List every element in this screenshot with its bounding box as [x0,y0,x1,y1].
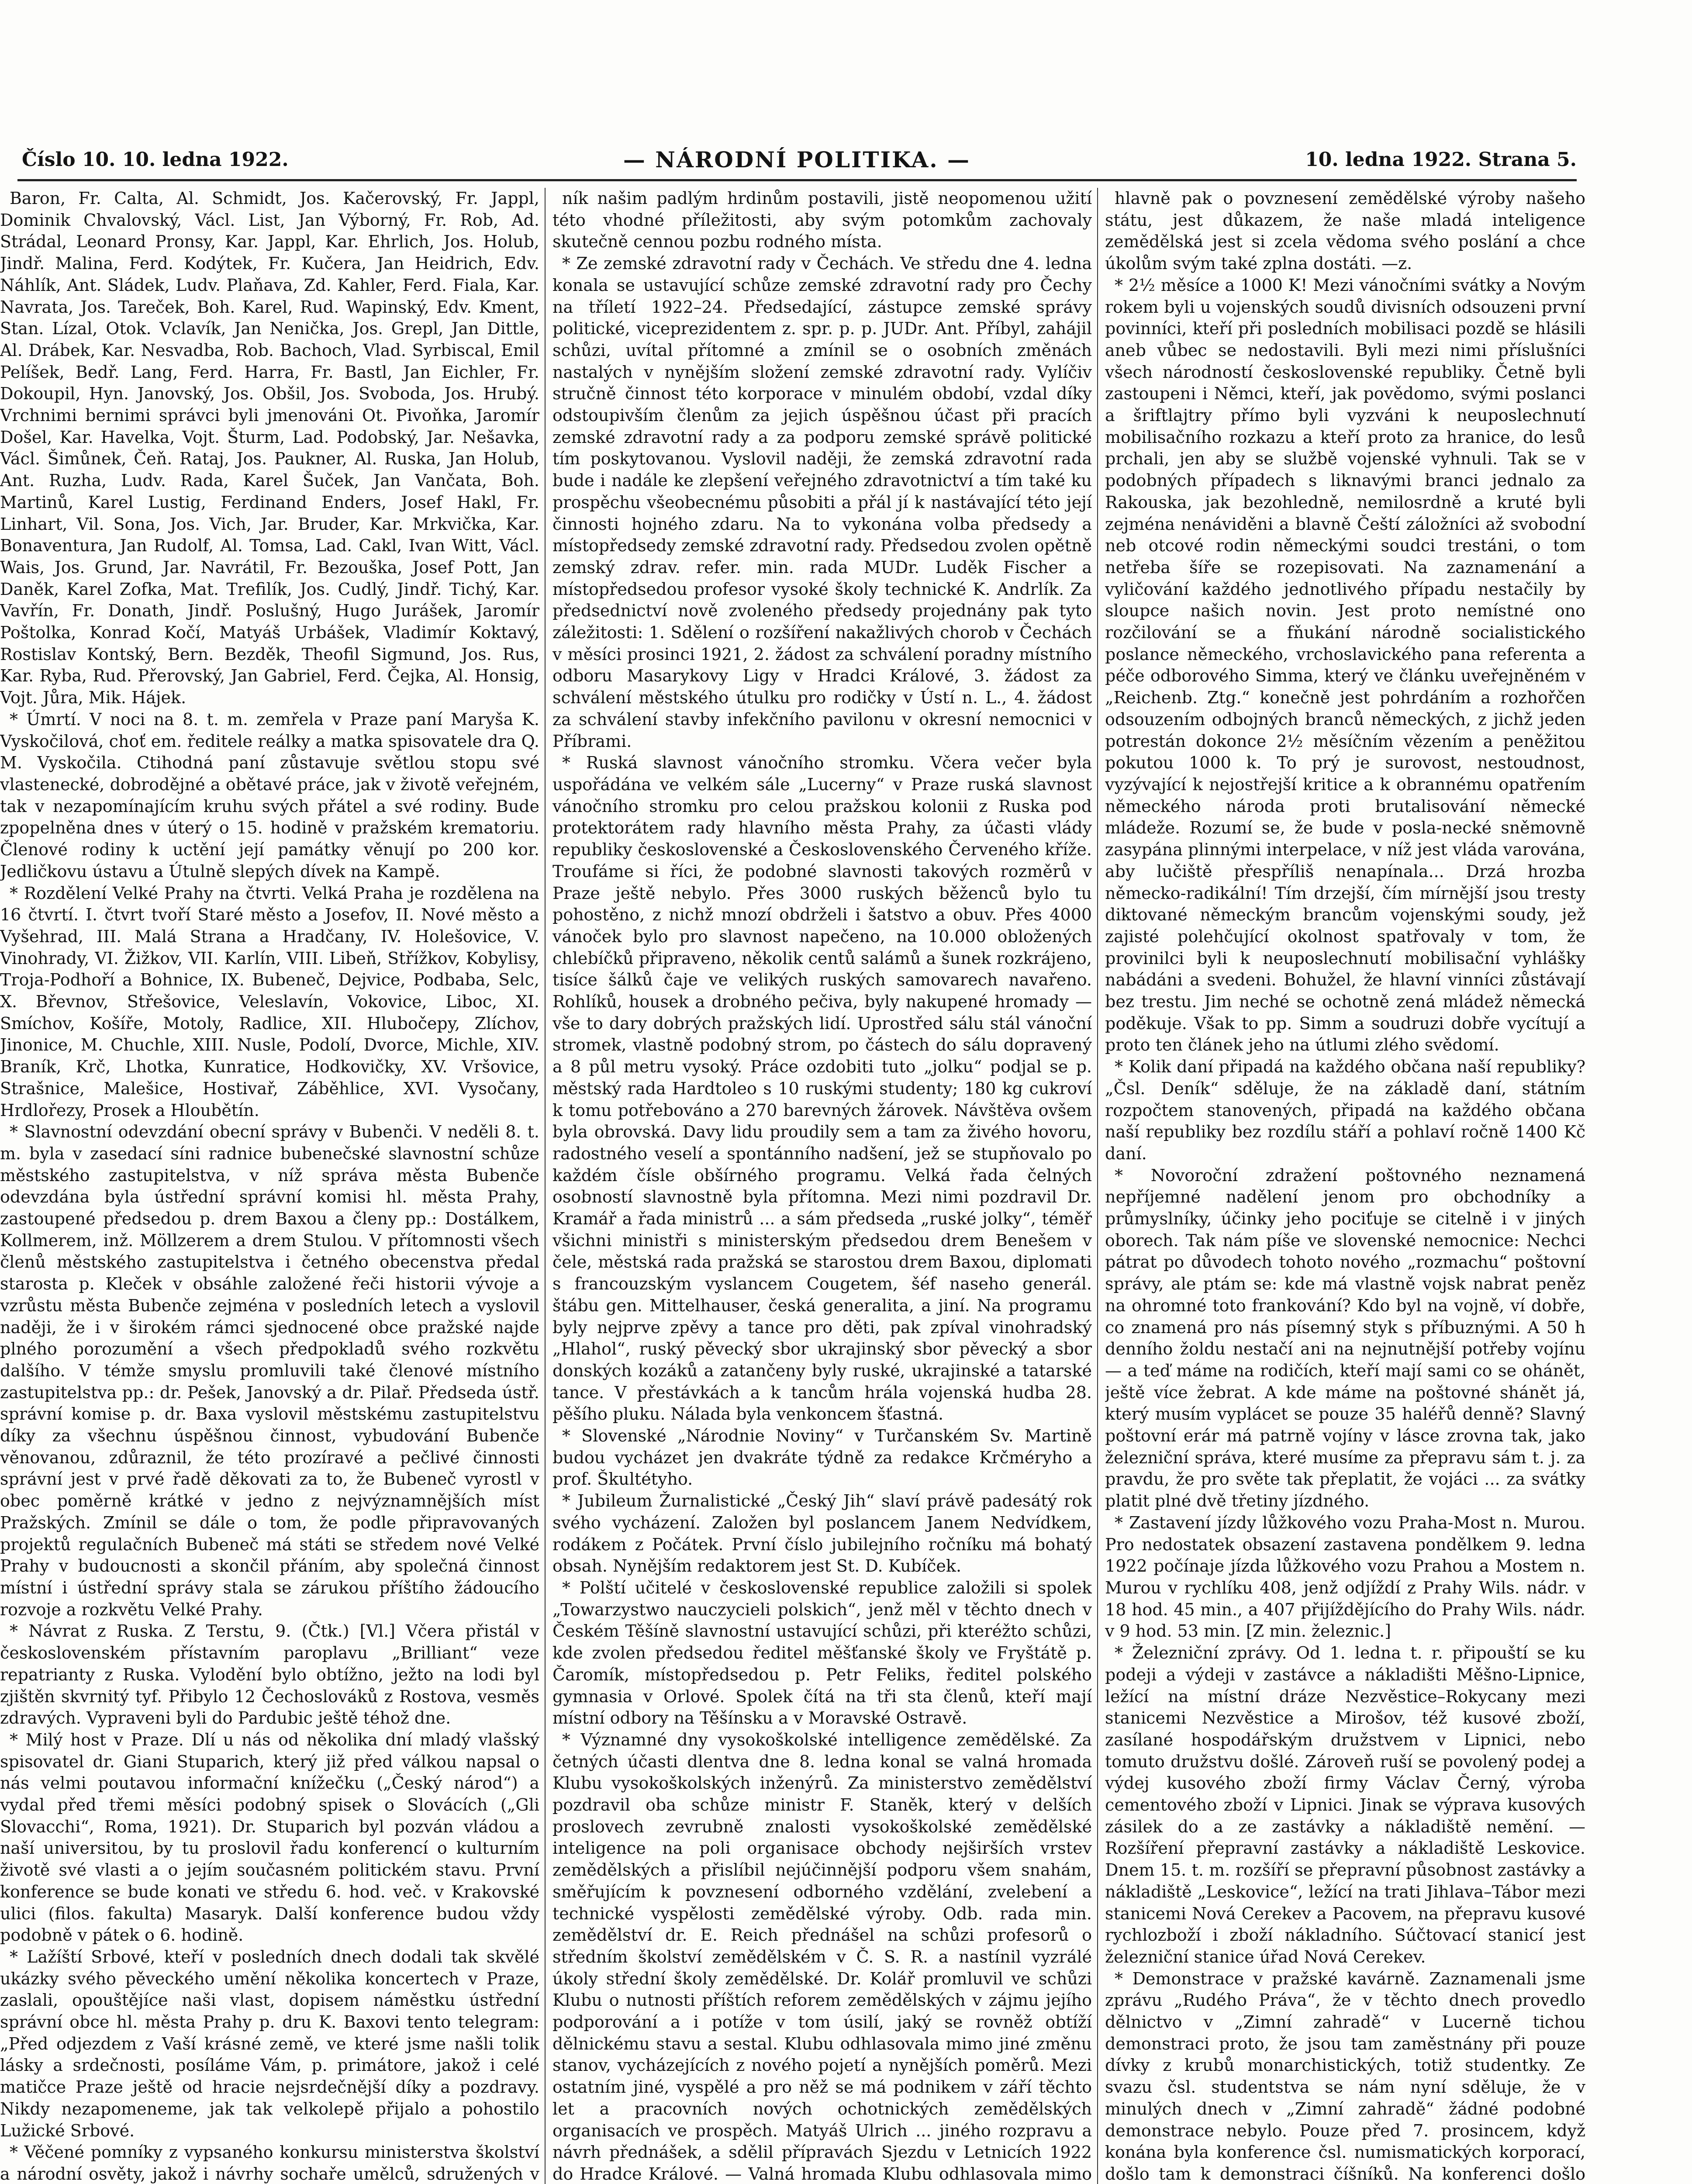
date-page-right: 10. ledna 1922. Strana 5. [1305,148,1577,171]
article: * Úmrtí. V noci na 8. t. m. zemřela v Praze paní Maryša K. Vyskočilová, choť em. ředitele reálky a matka spisovatele dra Q. M. Vyskočila. Ctihodná paní zůstavuje světlou stopu své vlastenecké, dobrodějné a obětavé práce, jak v životě veřejném, tak v nezapomínajícím kruhu svých přátel a své rodiny. Bude zpopelněna dnes v úterý o 15. hodině v pražském krematoriu. Členové rodiny k uctění její památky věnují po 200 kor. Jedličkovu ústavu a Útulně slepých dívek na Kampě. [0,709,539,881]
column-2 [552,188,1092,2184]
article: * 2½ měsíce a 1000 K! Mezi vánočními svátky a Novým rokem byli u vojenských soudů divisních odsouzeni první povinníci, kteří při posledních mobilisaci pozdě se hlásili aneb vůbec se nedostavili. Byli mezi nimi příslušníci všech národností československé republiky. Četně byli zastoupeni i Němci, kteří, jak povědomo, svými poslanci a šriftlajtry přímo byli vyzváni k neuposlechnutí mobilisačního rozkazu a kteří proto za hranice, do lesů prchali, jen aby se službě vojenské vyhnuli. Tak se v podobných případech s liknavými branci jednalo za Rakouska, jak bezohledně, nemilosrdně a kruté byli zejména nenáviděni a blavně Čeští záložníci až svobodní neb otcové rodin německými soudci trestáni, o tom netřeba šíře se rozepisovati. Na zaznamenání a vyličování každého jednotlivého případu nestačily by sloupce našich novin. Jest proto nemístné ono rozčilování se a fňukání národně socialistického poslance německého, vrchoslavického pana referenta a péče odborového Simma, který ve článku uveřejněném v „Reichenb. Ztg.“ konečně jest pohrdáním a rozhořčen odsouzením odbojných branců německých, z jichž jeden potrestán dokonce 2½ měsíčním vězením a peněžitou pokutou 1000 k. To prý je surovost, nestoudnost, vyzývající k nejostřejší kritice a k obrannému opatřením německého národa proti brutalisování německé mládeže. Rozumí se, že bude v posla-necké sněmovně zasypána plinnými interpelace, v níž jest vláda varována, aby lučiště přespříliš nenapínala... Drzá hrozba německo-radikální! Tím drzejší, čím mírnější jsou tresty diktované německým brancům vojenskými soudy, jež zajisté polehčující okolnost spatřovaly v tom, že provinilci byli k neuposlechnutí mobilisační vyhlášky nabádáni a svedeni. Bohužel, že hlavní vinníci zůstávají bez trestu. Jim neché se ochotně zená mládež německá poděkuje. Však to pp. Simm a soudruzi dobře vycítují a proto ten článek jeho na útlumi zlého svědomí. [1105,275,1585,1055]
article: * Ze zemské zdravotní rady v Čechách. Ve středu dne 4. ledna konala se ustavující schůze zemské zdravotní rady pro Čechy na tříletí 1922–24. Předsedající, zástupce zemské správy politické, viceprezidentem z. spr. p. p. JUDr. Ant. Příbyl, zahájil schůzi, uvítal přítomné a zmínil se o osobních změnách nastalých v nynějším složení zemské zdravotní rady. Vylíčiv stručně činnost této korporace v minulém období, vzdal díky odstoupivším členům za jejich úspěšnou účast při pracích zemské zdravotní rady a za podporu zemské správě politické tím poskytovanou. Vyslovil naději, že zemská zdravotní rada bude i nadále ke zlepšení veřejného zdravotnictví a tím také ku prospěchu všeobecnému působiti a přál jí k nastávající této její činnosti hojného zdaru. Na to vykonána volba předsedy a místopředsedy zemské zdravotní rady. Předsedou zvolen opětně zemský zdrav. refer. min. rada MUDr. Luděk Fischer a místopředsedou profesor vysoké školy technické K. Andrlík. Za předsednictví nově zvoleného předsedy projednány pak tyto záležitosti: 1. Sdělení o rozšíření nakažlivých chorob v Čechách v měsíci prosinci 1921, 2. žádost za schválení poradny místního odboru Masarykovy Ligy v Hradci Králové, 3. žádost za schválení městského útulku pro rodičky v Ústí n. L., 4. žádost za schválení stavby infekčního pavilonu v okresní nemocnici v Příbrami. [552,254,1092,751]
column-3 [1105,188,1585,2184]
column-divider [1097,188,1098,2184]
article: * Slavnostní odevzdání obecní správy v Bubenči. V neděli 8. t. m. byla v zasedací síni radnice bubenečské slavnostní schůze městského zastupitelstva, v níž správa města Bubenče odevzdána byla ústřední správní komisi hl. města Prahy, zastoupené předsedou p. drem Baxou a členy pp.: Dostálkem, Kollmerem, inž. Möllzerem a drem Stulou. V přítomnosti všech členů městského zastupitelstva i četného obecenstva předal starosta p. Kleček v obsáhle založené řeči historii vývoje a vzrůstu města Bubenče zejména v posledních letech a vyslovil naději, že i v širokém rámci sjednocené obce pražské najde plného porozumění a všech předpokladů svého rozkvětu dalšího. V témže smyslu promluvili také členové místního zastupitelstva pp.: dr. Pešek, Janovský a dr. Pilař. Předseda ústř. správní komise p. dr. Baxa vyslovil městskému zastupitelstvu díky za všechnu úspěšnou činnost, vybudování Bubenče věnovanou, zdůraznil, že této prozíravé a pečlivé činnosti správní jest v prvé řadě děkovati za to, že Bubeneč vyrostl v obec poměrně krátké v jedno z nejvýznamnějších míst Pražských. Zmínil se dále o tom, že podle připravovaných projektů regulačních Bubeneč má státi se středem nové Velké Prahy v budoucnosti a skončil přáním, aby společná činnost místní i ústřední správy stala se zárukou příštího žádoucího rozvoje a rozkvětu Velké Prahy. [0,1122,539,1619]
article: * Návrat z Ruska. Z Terstu, 9. (Čtk.) [Vl.] Včera přistál v československém přístavním paroplavu „Brilliant“ veze repatrianty z Ruska. Vylodění bylo obtížno, ježto na lodi byl zjištěn skvrnitý tyf. Přibylo 12 Čechoslováků z Rostova, vesměs zdravých. Vypraveni byli do Pardubic ještě téhož dne. [0,1621,539,1728]
header-rule [17,179,1577,181]
article: * Rozdělení Velké Prahy na čtvrti. Velká Praha je rozdělena na 16 čtvrtí. I. čtvrt tvoří Staré město a Josefov, II. Nové město a Vyšehrad, III. Malá Strana a Hradčany, IV. Holešovice, V. Vinohrady, VI. Žižkov, VII. Karlín, VIII. Libeň, Střížkov, Kobylisy, Troja-Podhoří a Bohnice, IX. Bubeneč, Dejvice, Podbaba, Selc, X. Břevnov, Střešovice, Veleslavín, Vokovice, Liboc, XI. Smíchov, Košíře, Motoly, Radlice, XII. Hlubočepy, Zlíchov, Jinonice, M. Chuchle, XIII. Nusle, Podolí, Dvorce, Michle, XIV. Braník, Krč, Lhotka, Kunratice, Hodkovičky, XV. Vršovice, Strašnice, Malešice, Hostivař, Záběhlice, XVI. Vysočany, Hrdlořezy, Prosek a Hloubětín. [0,883,539,1120]
issue-date-left: Číslo 10. 10. ledna 1922. [22,148,289,171]
newspaper-title: — NÁRODNÍ POLITIKA. — [623,146,971,173]
article: hlavně pak o povznesení zemědělské výroby našeho státu, jest důkazem, že naše mladá inteligence zemědělská jest si zcela vědoma svého poslání a chce úkolům svým také zplna dostáti. —z. [1105,189,1585,273]
article: ník našim padlým hrdinům postavili, jistě neopomenou užití této vhodné příležitosti, aby svým potomkům zachovaly skutečně cennou pozbu rodného místa. [552,189,1092,252]
article: * Slovenské „Národnie Noviny“ v Turčanském Sv. Martině budou vycházet jen dvakráte týdně za redakce Krčméryho a prof. Škultétyho. [552,1426,1092,1489]
article: Baron, Fr. Calta, Al. Schmidt, Jos. Kačerovský, Fr. Jappl, Dominik Chvalovský, Václ. List, Jan Výborný, Fr. Rob, Ad. Strádal, Leonard Pronsy, Kar. Jappl, Kar. Ehrlich, Jos. Holub, Jindř. Malina, Ferd. Kodýtek, Fr. Kučera, Jan Heidrich, Edv. Náhlík, Ant. Sládek, Ludv. Plaňava, Zd. Kahler, Ferd. Fiala, Kar. Navrata, Jos. Tareček, Boh. Karel, Rud. Wapinský, Edv. Kment, Stan. Lízal, Otok. Vclavík, Jan Nenička, Jos. Grepl, Jan Dittle, Al. Drábek, Kar. Nesvadba, Rob. Bachoch, Vlad. Syrbiscal, Emil Pelíšek, Bedř. Lang, Ferd. Harra, Fr. Bastl, Jan Eichler, Fr. Dokoupil, Hyn. Janovský, Jos. Obšil, Jos. Svoboda, Jos. Hrubý. Vrchnimi bernimi správci byli jmenováni Ot. Pivoňka, Jaromír Došel, Kar. Havelka, Vojt. Šturm, Lad. Podobský, Jar. Nešavka, Václ. Šimůnek, Čeň. Rataj, Jos. Paukner, Al. Ruska, Jan Holub, Ant. Ruzha, Ludv. Rada, Karel Šuček, Jan Vančata, Boh. Martinů, Karel Lustig, Ferdinand Enders, Josef Hakl, Fr. Linhart, Vil. Sona, Jos. Vich, Jar. Bruder, Kar. Mrkvička, Kar. Bonaventura, Jan Rudolf, Al. Tomsa, Lad. Cakl, Ivan Witt, Václ. Wais, Jos. Grund, Jar. Navrátil, Fr. Bezouška, Josef Pott, Jan Daněk, Karel Zofka, Mat. Trefilík, Jos. Cudlý, Jindř. Tichý, Kar. Vavřín, Fr. Donath, Jindř. Poslušný, Hugo Jurášek, Jaromír Poštolka, Konrad Kočí, Matyáš Urbášek, Vladimír Koktavý, Rostislav Kontský, Bern. Bezděk, Theofil Sigmund, Jos. Rus, Kar. Ryba, Rud. Přerovský, Jan Gabriel, Ferd. Čejka, Al. Honsig, Vojt. Jůra, Mik. Hájek. [0,189,539,708]
article: * Milý host v Praze. Dlí u nás od několika dní mladý vlašský spisovatel dr. Giani Stuparich, který již před válkou napsal o nás velmi poutavou informační knížečku („Český národ“) a vydal před třemi měsíci podobný spisek o Slovácích („Gli Slovacchi“, Roma, 1921). Dr. Stuparich byl pozván vládou a naší universitou, by tu proslovil řadu konferencí o kulturním životě své vlasti a o jejím současném politickém stavu. První konference se bude konati ve středu 6. hod. več. v Krakovské ulici (filos. fakulta) Masaryk. Další konference budou vždy podobně v pátek o 6. hodině. [0,1730,539,1945]
article: * Věčené pomníky z vypsaného konkursu ministerstva školství a národní osvěty, jakož i návrhy sochaře umělců, sdružených v [0,2143,539,2184]
article: * Jubileum Žurnalistické „Český Jih“ slaví právě padesátý rok svého vycházení. Založen byl poslancem Janem Nedvídkem, rodákem z Počátek. První číslo jubilejního ročníku má bohatý obsah. Nynějším redaktorem jest St. D. Kubíček. [552,1491,1092,1576]
article: * Demonstrace v pražské kavárně. Zaznamenali jsme zprávu „Rudého Práva“, že v těchto dnech provedlo dělnictvo v „Zimní zahradě“ v Lucerně tichou demonstraci proto, že jsou tam zaměstnány při pouze dívky z krubů monarchistických, totiž studentky. Ze svazu čsl. studentstva se nám nyní sděluje, že v minulých dnech v „Zimní zahradě“ žádné podobné demonstrace nebylo. Pouze před 7. prosincem, když konána byla konference čsl. numismatických korporací, došlo tam k demonstraci číšníků. Na konferenci došlo [1105,1969,1585,2184]
column-1 [0,188,539,2184]
article: * Kolik daní připadá na každého občana naší republiky? „Čsl. Deník“ sděluje, že na základě daní, státním rozpočtem stanovených, připadá na každého občana naší republiky bez rozdílu stáří a pohlaví ročně 1400 Kč daní. [1105,1057,1585,1163]
column-divider [545,188,546,2184]
page-header [22,144,1577,175]
article: * Novoroční zdražení poštovného neznamená nepříjemné nadělení jenom pro obchodníky a průmyslníky, účinky jeho pociťuje se citelně i v jiných oborech. Tak nám píše ve slovenské nemocnice: Nechci pátrat po důvodech tohoto nového „rozmachu“ poštovní správy, ale ptám se: kde má vlastně vojsk nabrat peněz na ohromné toto frankování? Kdo byl na vojně, ví dobře, co znamená pro nás písemný styk s příbuznými. A 50 h denního žoldu nestačí ani na nejnutnější potřeby vojínu — a teď máme na rodičích, kteří mají sami co se ohánět, ještě více žebrat. A kde máme na poštovné shánět já, který musím vyplácet se pouze 35 haléřů denně? Slavný poštovní erár má patrně vojíny v lásce zrovna tak, jako železniční správa, které musíme za přepravu sám t. j. za pravdu, že pro světe tak přeplatit, že vojáci ... za svátky platit plné dvě třetiny jízdného. [1105,1165,1585,1511]
article: * Významné dny vysokoškolské intelligence zemědělské. Za četných účasti dlentva dne 8. ledna konal se valná hromada Klubu vysokoškolských inženýrů. Za ministerstvo zemědělství pozdravil oba schůze ministr F. Staněk, který v delších proslovech zevrubně znalosti vysokoškolské zemědělské inteligence na poli organisace obchody nejširších vrstev zemědělských a přislíbil nejúčinnější podporu všem snahám, směřujícím k povznesení odborného vzdělání, zvelebení a technické vyspělosti zemědělské výroby. Odb. rada min. zemědělství dr. E. Reich přednášel na schůzi profesorů o středním školství zemědělském v Č. S. R. a nastínil vyzrálé úkoly střední školy zemědělské. Dr. Kolář promluvil ve schůzi Klubu o nutnosti příštích reforem zemědělských v zájmu jejího podporování a i potíže v tom úsilí, jaký se rovněž obtíží dělnickému stavu a sestal. Klubu odhlasovala mimo jiné změnu stanov, vycházejících z nového pojetí a nynějších poměrů. Mezi ostatním jiné, vyspělé a pro něž se má podnikem v září těchto let a pracovních nových ochotnických zemědělských organisacích ve prospěch. Matyáš Ulrich ... jiného rozpravu a návrh přednášek, a sdělil přípravách Sjezdu v Letnicích 1922 do Hradce Králové. — Valná hromada Klubu odhlasovala mimo [552,1730,1092,2184]
article: * Zastavení jízdy lůžkového vozu Praha-Most n. Murou. Pro nedostatek obsazení zastavena pondělkem 9. ledna 1922 počínaje jízda lůžkového vozu Prahou a Mostem n. Murou v rychlíku 408, jenž odjíždí z Prahy Wils. nádr. v 18 hod. 45 min., a 407 přijíždějícího do Prahy Wils. nádr. v 9 hod. 53 min. [Z min. železnic.] [1105,1513,1585,1641]
article: * Polští učitelé v československé republice založili si spolek „Towarzystwo nauczycieli polskich“, jenž měl v těchto dnech v Českém Těšíně slavnostní ustavující schůzi, při kteréžto schůzi, kde zvolen předsedou ředitel měšťanské školy ve Fryštátě p. Čaromík, místopředsedou p. Petr Feliks, ředitel polského gymnasia v Orlové. Spolek čítá na tři sta členů, kteří mají místní odbory na Těšínsku a v Moravské Ostravě. [552,1578,1092,1728]
article: * Ruská slavnost vánočního stromku. Včera večer byla uspořádána ve velkém sále „Lucerny“ v Praze ruská slavnost vánočního stromku pro celou pražskou kolonii z Ruska pod protektorátem rady hlavního města Prahy, za účasti vlády republiky československé a Československého Červeného kříže. Troufáme si říci, že podobné slavnosti takových rozměrů v Praze ještě nebylo. Přes 3000 ruských běženců bylo tu pohostěno, z nichž mnozí obdrželi i šatstvo a obuv. Přes 4000 vánoček bylo pro slavnost napečeno, na 10.000 obložených chlebíčků připraveno, několik centů salámů a šunek rozkrájeno, tisíce šálků čaje ve velikých ruských samovarech navařeno. Rohlíků, housek a drobného pečiva, byly nakupené hromady — vše to dary dobrých pražských lidí. Uprostřed sálu stál vánoční stromek, vlastně podobný strom, po částech do sálu dopravený a 8 půl metru vysoký. Práce ozdobiti tuto „jolku“ podjal se p. městský rada Hardtoleo s 10 ruskými studenty; 180 kg cukroví k tomu potřebováno a 270 barevných žárovek. Návštěva ovšem byla obrovská. Davy lidu proudily sem a tam za živého hovoru, radostného veselí a spontánního nadšení, jež se stupňovalo po každém čísle obšírného programu. Velká řada čelných osobností slavnostně byla přítomna. Mezi nimi pozdravil Dr. Kramář a řada ministrů ... a sám předseda „ruské jolky“, téměř všichni ministři s ministerským předsedou drem Benešem v čele, městská rada pražská se starostou drem Baxou, diplomati s francouzským vyslancem Cougetem, šéf naseho generál. štábu gen. Mittelhauser, česká generalita, a jiní. Na programu byly nejprve zpěvy a tance pro děti, pak zpíval vinohradský „Hlahol“, ruský pěvecký sbor ukrajinský sbor pěvecký a sbor donských kozáků a zatančeny byly ruské, ukrajinské a tatarské tance. V přestávkách a k tancům hrála vojenská hudba 28. pěšího pluku. Nálada byla venkoncem šťastná. [552,753,1092,1424]
article: * Lažíští Srbové, kteří v posledních dnech dodali tak skvělé ukázky svého pěveckého umění několika koncertech v Praze, zaslali, opouštějíce naši vlast, dopisem náměstku ústřední správní obce hl. města Prahy p. dru K. Baxovi tento telegram: „Před odjezdem z Vaší krásné země, ve které jsme našli tolik lásky a srdečnosti, posíláme Vám, p. primátore, jakož i celé matičce Praze ještě od hracie nejsrdečnější díky a pozdravy. Nikdy nezapomeneme, jak tak velkolepě přijalo a pohostilo Lužické Srbové. [0,1947,539,2140]
article: * Železniční zprávy. Od 1. ledna t. r. připouští se ku podeji a výdeji v zastávce a nákladišti Měšno-Lipnice, ležící na místní dráze Nezvěstice–Rokycany mezi stanicemi Nezvěstice a Mirošov, též kusové zboží, zasílané hospodářským družstvem v Lipnici, nebo tomuto družstvu došlé. Zároveň ruší se povolený podej a výdej kusového zboží firmy Václav Černý, výroba cementového zboží v Lipnici. Jinak se výprava kusových zásilek do a ze zastávky a nákladiště nemění. — Rozšíření přepravní zastávky a nákladiště Leskovice. Dnem 15. t. m. rozšíří se přepravní působnost zastávky a nákladiště „Leskovice“, ležící na trati Jihlava–Tábor mezi stanicemi Nová Cerekev a Pacovem, na přepravu kusové rychlozboží i zboží nákladního. Súčtovací stanicí jest železniční stanice úřad Nová Cerekev. [1105,1643,1585,1966]
